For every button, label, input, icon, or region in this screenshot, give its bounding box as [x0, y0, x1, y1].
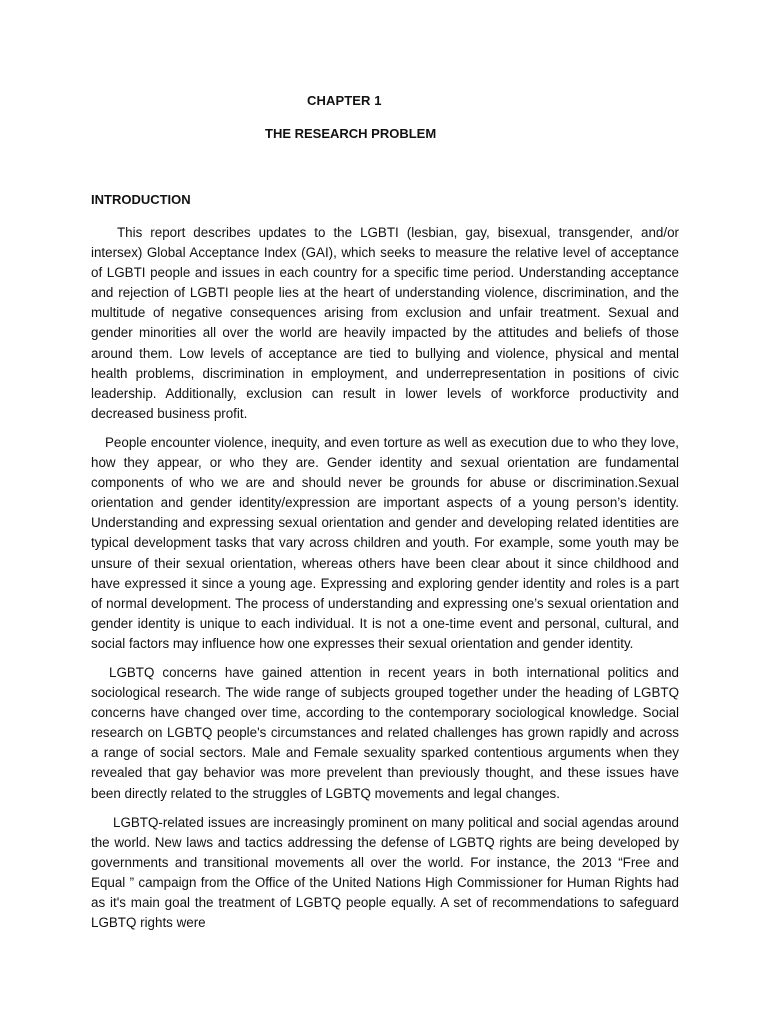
body-text — [91, 223, 679, 942]
section-heading-introduction: INTRODUCTION — [91, 192, 191, 207]
paragraph: People encounter violence, inequity, and even torture as well as execution due to who they love, how they appear, or who they are. Gender identity and sexual orientation are fundamental components of who we are and should never be grounds for abuse or discrimination.Sexual orientation and gender identity/expression are important aspects of a young person’s identity. Understanding and expressing sexual orientation and gender and developing related identities are typical development tasks that vary across children and youth. For example, some youth may be unsure of their sexual orientation, whereas others have been clear about it since childhood and have expressed it since a young age. Expressing and exploring gender identity and roles is a part of normal development. The process of understanding and expressing one’s sexual orientation and gender identity is unique to each individual. It is not a one-time event and personal, cultural, and social factors may influence how one expresses their sexual orientation and gender identity. — [91, 434, 679, 651]
chapter-label: CHAPTER 1 — [307, 93, 382, 108]
paragraph: LGBTQ-related issues are increasingly prominent on many political and social agendas around the world. New laws and tactics addressing the defense of LGBTQ rights are being developed by governments and transitional movements all over the world. For instance, the 2013 “Free and Equal ” campaign from the Office of the United Nations High Commissioner for Human Rights had as it's main goal the treatment of LGBTQ people equally. A set of recommendations to safeguard LGBTQ rights were — [91, 814, 679, 931]
paragraph: This report describes updates to the LGBTI (lesbian, gay, bisexual, transgender, and/or intersex) Global Acceptance Index (GAI), which seeks to measure the relative level of acceptance of LGBTI people and issues in each country for a specific time period. Understanding acceptance and rejection of LGBTI people lies at the heart of understanding violence, discrimination, and the multitude of negative consequences arising from exclusion and unfair treatment. Sexual and gender minorities all over the world are heavily impacted by the attitudes and beliefs of those around them. Low levels of acceptance are tied to bullying and violence, physical and mental health problems, discrimination in employment, and underrepresentation in positions of civic leadership. Additionally, exclusion can result in lower levels of workforce productivity and decreased business profit. — [91, 225, 679, 421]
paragraph: LGBTQ concerns have gained attention in recent years in both international politics and sociological research. The wide range of subjects grouped together under the heading of LGBTQ concerns have changed over time, according to the contemporary sociological knowledge. Social research on LGBTQ people's circumstances and related challenges has grown rapidly and across a range of social sectors. Male and Female sexuality sparked contentious arguments when they revealed that gay behavior was more prevelent than previously thought, and these issues have been directly related to the struggles of LGBTQ movements and legal changes. — [91, 664, 679, 801]
chapter-title: THE RESEARCH PROBLEM — [265, 126, 437, 141]
